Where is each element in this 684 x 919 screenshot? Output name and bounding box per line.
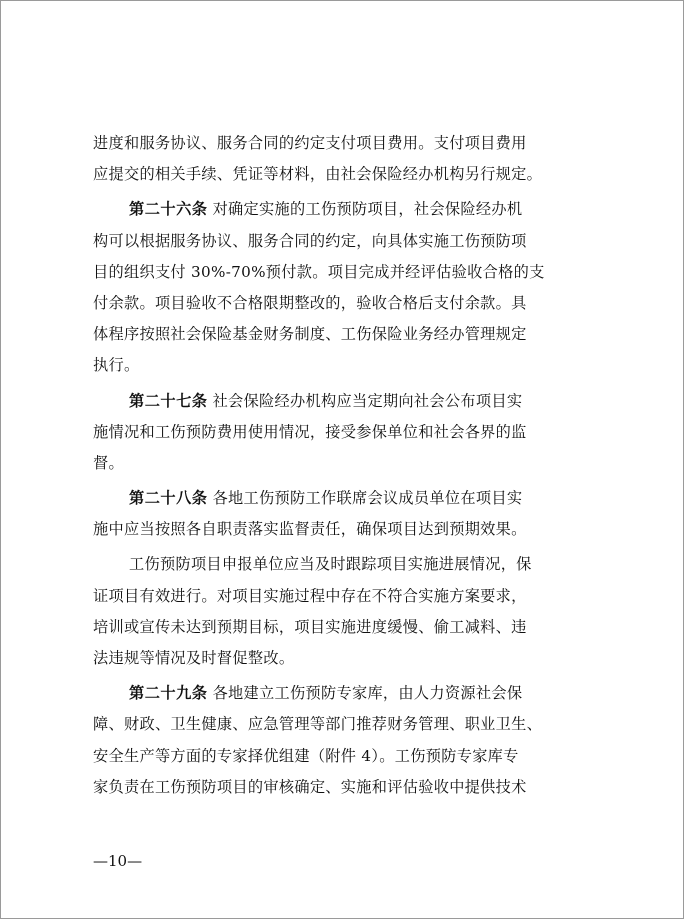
line-text: 督。 bbox=[93, 453, 124, 472]
text-line bbox=[93, 159, 599, 190]
line-text: 施中应当按照各自职责落实监督责任，确保项目达到预期效果。 bbox=[93, 520, 527, 539]
line-text: 安全生产等方面的专家择优组建（附件 4）。工伤预防专家库专 bbox=[93, 746, 519, 765]
text-line bbox=[93, 128, 599, 159]
article-number: 第二十七条 bbox=[129, 391, 208, 410]
article-first-line bbox=[93, 678, 599, 709]
text-line bbox=[93, 288, 599, 319]
text-line bbox=[93, 448, 599, 479]
text-line bbox=[93, 643, 599, 674]
paragraph-first-line bbox=[93, 549, 599, 580]
article-number: 第二十九条 bbox=[129, 684, 208, 703]
article-first-line bbox=[93, 386, 599, 417]
article-number: 第二十六条 bbox=[129, 200, 208, 219]
text-line bbox=[93, 772, 599, 803]
line-text: 构可以根据服务协议、服务合同的约定，向具体实施工伤预防项 bbox=[93, 231, 527, 250]
text-line bbox=[93, 319, 599, 350]
text-line bbox=[93, 417, 599, 448]
line-text: 工伤预防项目申报单位应当及时跟踪项目实施进展情况，保 bbox=[129, 555, 532, 574]
line-text: 对确定实施的工伤预防项目，社会保险经办机 bbox=[207, 200, 523, 219]
page-number: —10— bbox=[93, 852, 143, 870]
line-text: 体程序按照社会保险基金财务制度、工伤保险业务经办管理规定 bbox=[93, 325, 527, 344]
text-line bbox=[93, 612, 599, 643]
line-text: 各地工伤预防工作联席会议成员单位在项目实 bbox=[207, 489, 523, 508]
document-body bbox=[93, 128, 599, 803]
text-line bbox=[93, 350, 599, 381]
text-line bbox=[93, 581, 599, 612]
article-first-line bbox=[93, 483, 599, 514]
line-text: 法违规等情况及时督促整改。 bbox=[93, 649, 295, 667]
text-line bbox=[93, 226, 599, 257]
line-text: 施情况和工伤预防费用使用情况，接受参保单位和社会各界的监 bbox=[93, 422, 527, 441]
line-text: 社会保险经办机构应当定期向社会公布项目实 bbox=[207, 391, 523, 410]
text-line bbox=[93, 741, 599, 772]
line-text: 证项目有效进行。对项目实施过程中存在不符合实施方案要求， bbox=[93, 586, 527, 605]
line-text: 执行。 bbox=[93, 356, 140, 375]
text-line bbox=[93, 709, 599, 740]
line-text: 培训或宣传未达到预期目标，项目实施进度缓慢、偷工减料、违 bbox=[93, 617, 527, 636]
line-text: 目的组织支付 30%-70%预付款。项目完成并经评估验收合格的支 bbox=[93, 262, 545, 281]
article-first-line bbox=[93, 194, 599, 225]
line-text: 障、财政、卫生健康、应急管理等部门推荐财务管理、职业卫生、 bbox=[93, 715, 543, 734]
line-text: 应提交的相关手续、凭证等材料，由社会保险经办机构另行规定。 bbox=[93, 165, 543, 184]
line-text: 进度和服务协议、服务合同的约定支付项目费用。支付项目费用 bbox=[93, 134, 527, 152]
article-number: 第二十八条 bbox=[129, 489, 208, 508]
line-text: 各地建立工伤预防专家库，由人力资源社会保 bbox=[207, 684, 523, 703]
text-line bbox=[93, 257, 599, 288]
text-line bbox=[93, 514, 599, 545]
line-text: 家负责在工伤预防项目的审核确定、实施和评估验收中提供技术 bbox=[93, 777, 527, 796]
line-text: 付余款。项目验收不合格限期整改的，验收合格后支付余款。具 bbox=[93, 293, 527, 312]
